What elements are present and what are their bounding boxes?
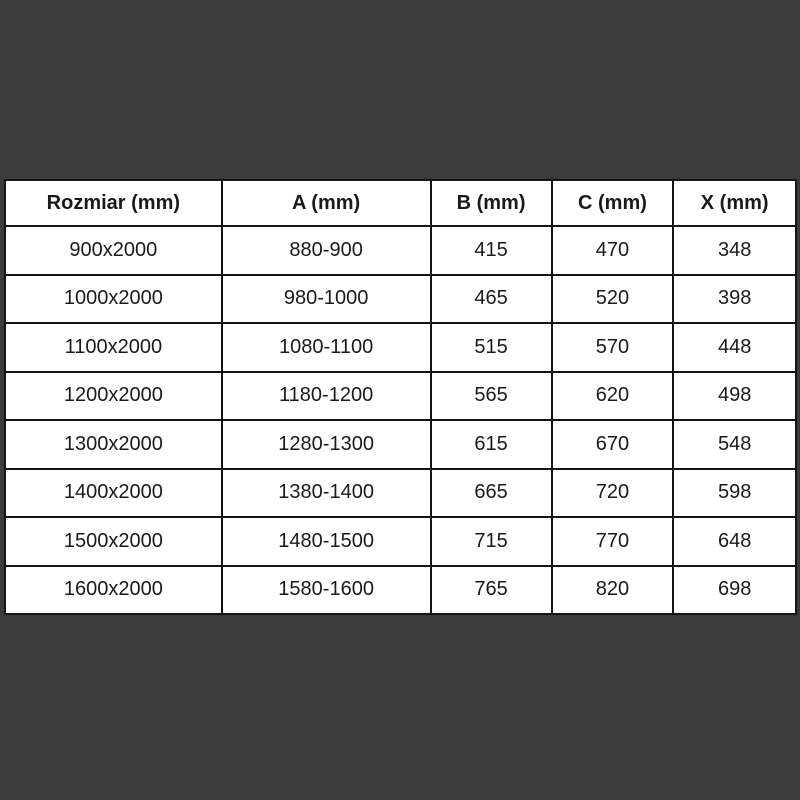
table-cell: 980-1000	[222, 275, 431, 324]
table-cell: 598	[673, 469, 796, 518]
table-cell: 1280-1300	[222, 420, 431, 469]
table-cell: 1600x2000	[5, 566, 222, 615]
table-cell: 1180-1200	[222, 372, 431, 421]
table-cell: 1200x2000	[5, 372, 222, 421]
table-cell: 770	[552, 517, 674, 566]
table-cell: 448	[673, 323, 796, 372]
table-cell: 698	[673, 566, 796, 615]
column-header: Rozmiar (mm)	[5, 180, 222, 226]
table-row	[5, 275, 796, 324]
table-cell: 1100x2000	[5, 323, 222, 372]
table-cell: 665	[431, 469, 552, 518]
table-cell: 465	[431, 275, 552, 324]
table-cell: 715	[431, 517, 552, 566]
table-cell: 1000x2000	[5, 275, 222, 324]
column-header: X (mm)	[673, 180, 796, 226]
column-header: C (mm)	[552, 180, 674, 226]
table-cell: 570	[552, 323, 674, 372]
table-cell: 1380-1400	[222, 469, 431, 518]
table-cell: 1080-1100	[222, 323, 431, 372]
table-cell: 470	[552, 226, 674, 275]
table-cell: 1580-1600	[222, 566, 431, 615]
table-cell: 348	[673, 226, 796, 275]
column-header: A (mm)	[222, 180, 431, 226]
table-cell: 515	[431, 323, 552, 372]
table-row	[5, 372, 796, 421]
table-cell: 1480-1500	[222, 517, 431, 566]
table-cell: 1300x2000	[5, 420, 222, 469]
table-row	[5, 566, 796, 615]
column-header: B (mm)	[431, 180, 552, 226]
table-header	[5, 180, 796, 226]
table-cell: 415	[431, 226, 552, 275]
table-cell: 1500x2000	[5, 517, 222, 566]
table-cell: 565	[431, 372, 552, 421]
size-spec-table	[4, 179, 797, 615]
table-cell: 900x2000	[5, 226, 222, 275]
table-cell: 670	[552, 420, 674, 469]
table-cell: 548	[673, 420, 796, 469]
table-cell: 498	[673, 372, 796, 421]
table-row	[5, 469, 796, 518]
table-row	[5, 323, 796, 372]
table-cell: 520	[552, 275, 674, 324]
table-cell: 648	[673, 517, 796, 566]
table-cell: 880-900	[222, 226, 431, 275]
table-row	[5, 517, 796, 566]
size-spec-table-container	[4, 179, 797, 615]
table-cell: 615	[431, 420, 552, 469]
table-cell: 620	[552, 372, 674, 421]
table-cell: 820	[552, 566, 674, 615]
table-cell: 1400x2000	[5, 469, 222, 518]
table-cell: 765	[431, 566, 552, 615]
table-cell: 720	[552, 469, 674, 518]
table-body	[5, 226, 796, 614]
table-header-row	[5, 180, 796, 226]
table-row	[5, 226, 796, 275]
table-row	[5, 420, 796, 469]
table-cell: 398	[673, 275, 796, 324]
